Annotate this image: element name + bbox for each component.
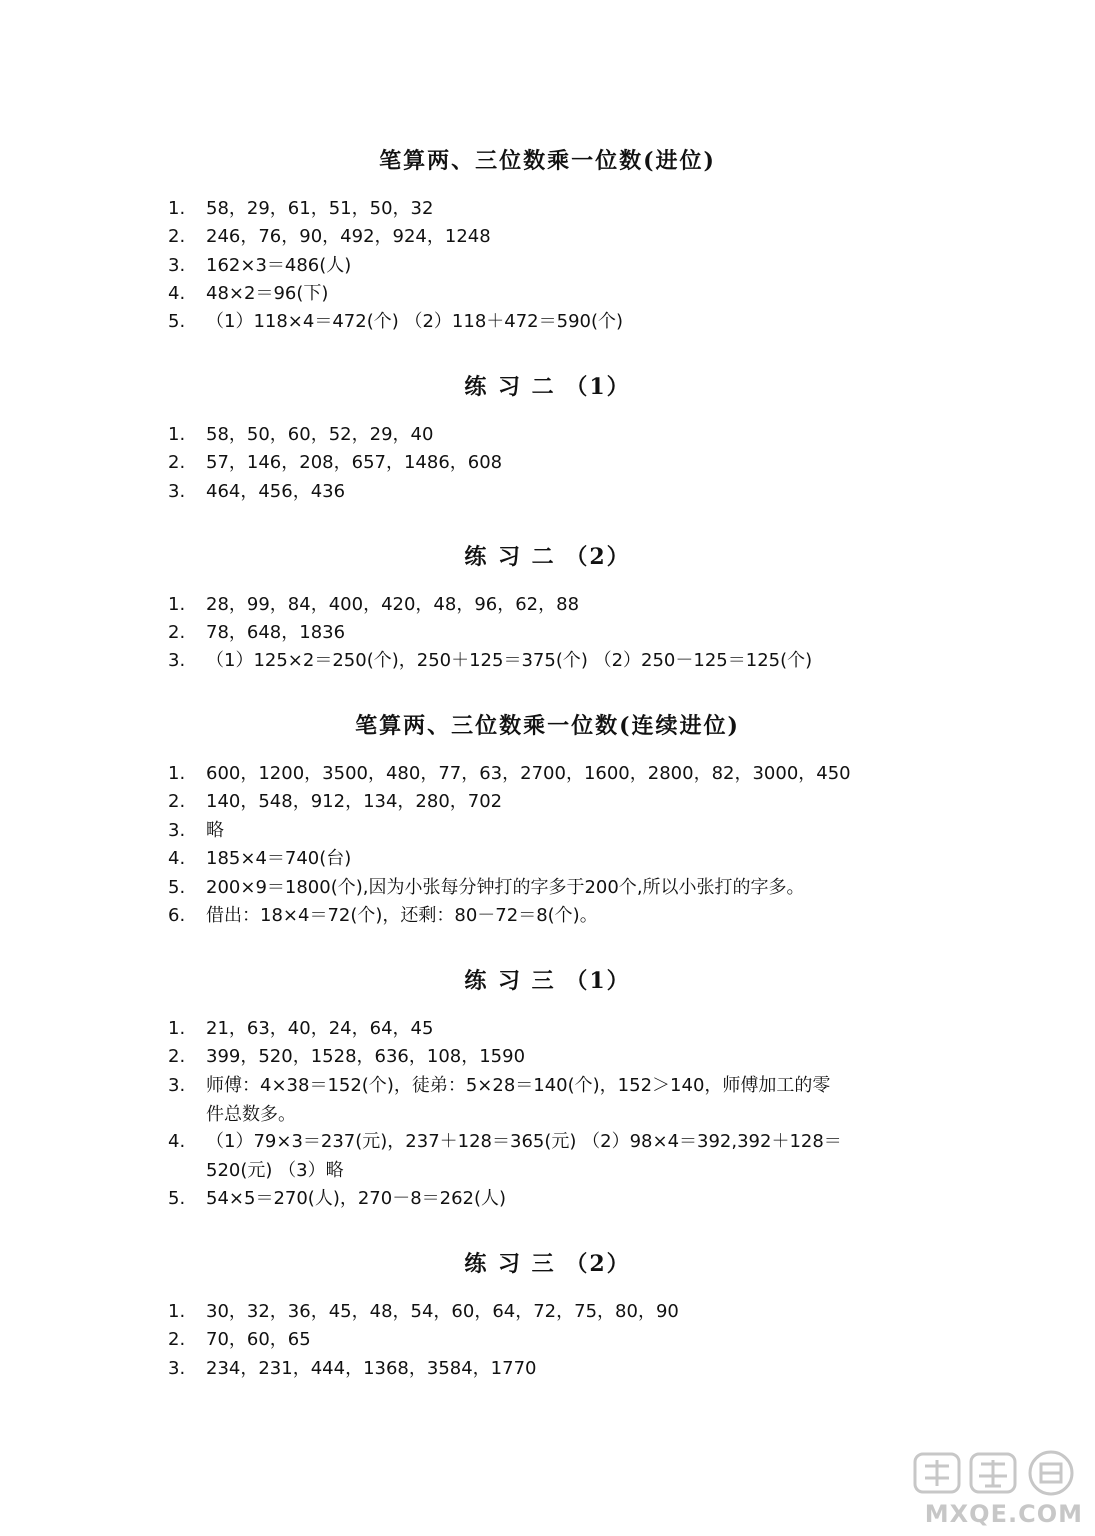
item-number: 2. <box>168 452 186 473</box>
answer-item <box>168 591 948 620</box>
item-text: 48×2＝96(下) <box>206 283 329 304</box>
answer-item <box>168 308 948 337</box>
item-text: 28，99，84，400，420，48，96，62，88 <box>206 594 580 615</box>
item-number: 1. <box>168 1018 186 1039</box>
item-number: 4. <box>168 283 186 304</box>
answer-item <box>168 1298 948 1327</box>
item-text: 600，1200，3500，480，77，63，2700，1600，2800，82，3000，450 <box>206 763 851 784</box>
answer-item <box>168 280 948 309</box>
answer-item <box>168 1355 948 1384</box>
item-number: 3. <box>168 1358 186 1379</box>
item-number: 3. <box>168 481 186 502</box>
watermark-logo <box>913 1448 1083 1496</box>
section-title: 练 习 三 （1） <box>464 968 631 994</box>
answer-item <box>168 195 948 224</box>
item-text: 162×3＝486(人) <box>206 255 352 276</box>
item-number: 1. <box>168 763 186 784</box>
answer-item <box>168 902 948 931</box>
item-number: 2. <box>168 1329 186 1350</box>
item-number: 3. <box>168 1075 186 1096</box>
answer-item <box>168 223 948 252</box>
answer-item <box>168 1015 948 1044</box>
watermark-site: MXQE.COM <box>924 1500 1083 1528</box>
item-text: 58，50，60，52，29，40 <box>206 424 434 445</box>
answer-item <box>168 817 948 846</box>
answer-item <box>168 760 948 789</box>
item-text: 略 <box>206 820 224 841</box>
answer-item <box>168 845 948 874</box>
item-text: 464，456，436 <box>206 481 346 502</box>
item-text: 57，146，208，657，1486，608 <box>206 452 503 473</box>
item-text: 58，29，61，51，50，32 <box>206 198 434 219</box>
item-text: （1）125×2＝250(个)，250＋125＝375(个) （2）250－125＝125(个) <box>206 650 813 671</box>
item-text: 21，63，40，24，64，45 <box>206 1018 434 1039</box>
item-text: 师傅：4×38＝152(个)，徒弟：5×28＝140(个)，152＞140，师傅加工的零 件总数多。 <box>206 1075 831 1125</box>
item-number: 3. <box>168 650 186 671</box>
answer-item <box>168 478 948 507</box>
answer-item <box>168 874 948 903</box>
item-number: 4. <box>168 1131 186 1152</box>
answer-item <box>168 1072 948 1129</box>
item-number: 2. <box>168 1046 186 1067</box>
section-title: 练 习 三 （2） <box>464 1251 631 1277</box>
item-number: 1. <box>168 594 186 615</box>
section-title: 练 习 二 （1） <box>464 374 631 400</box>
answer-item <box>168 1326 948 1355</box>
item-number: 2. <box>168 622 186 643</box>
item-text: 234，231，444，1368，3584，1770 <box>206 1358 537 1379</box>
item-number: 1. <box>168 424 186 445</box>
answer-item <box>168 619 948 648</box>
item-number: 3. <box>168 255 186 276</box>
item-number: 5. <box>168 311 186 332</box>
item-text: 78，648，1836 <box>206 622 346 643</box>
item-number: 2. <box>168 791 186 812</box>
item-text: 200×9＝1800(个),因为小张每分钟打的字多于200个,所以小张打的字多。 <box>206 877 805 898</box>
answer-item <box>168 1185 948 1214</box>
item-number: 1. <box>168 198 186 219</box>
answer-item <box>168 1128 948 1185</box>
section-title: 笔算两、三位数乘一位数(连续进位) <box>355 713 740 739</box>
watermark <box>913 1448 1083 1528</box>
answer-item <box>168 647 948 676</box>
item-text: 30，32，36，45，48，54，60，64，72，75，80，90 <box>206 1301 679 1322</box>
item-text: 399，520，1528，636，108，1590 <box>206 1046 526 1067</box>
item-number: 4. <box>168 848 186 869</box>
item-text: 70，60，65 <box>206 1329 311 1350</box>
item-number: 3. <box>168 820 186 841</box>
item-number: 2. <box>168 226 186 247</box>
item-text: （1）79×3＝237(元)，237＋128＝365(元) （2）98×4＝392,392＋128＝ 520(元) （3）略 <box>206 1131 842 1181</box>
answer-item <box>168 1043 948 1072</box>
section-title: 练 习 二 （2） <box>464 544 631 570</box>
item-number: 5. <box>168 877 186 898</box>
answer-item <box>168 252 948 281</box>
item-text: 54×5＝270(人)，270－8＝262(人) <box>206 1188 507 1209</box>
item-number: 5. <box>168 1188 186 1209</box>
item-text: 140，548，912，134，280，702 <box>206 791 503 812</box>
answer-item <box>168 421 948 450</box>
item-text: （1）118×4＝472(个) （2）118＋472＝590(个) <box>206 311 624 332</box>
answer-item <box>168 449 948 478</box>
item-number: 6. <box>168 905 186 926</box>
answer-item <box>168 788 948 817</box>
section-title: 笔算两、三位数乘一位数(进位) <box>379 148 716 174</box>
item-text: 246，76，90，492，924，1248 <box>206 226 491 247</box>
item-text: 185×4＝740(台) <box>206 848 352 869</box>
item-text: 借出：18×4＝72(个)，还剩：80－72＝8(个)。 <box>206 905 598 926</box>
item-number: 1. <box>168 1301 186 1322</box>
